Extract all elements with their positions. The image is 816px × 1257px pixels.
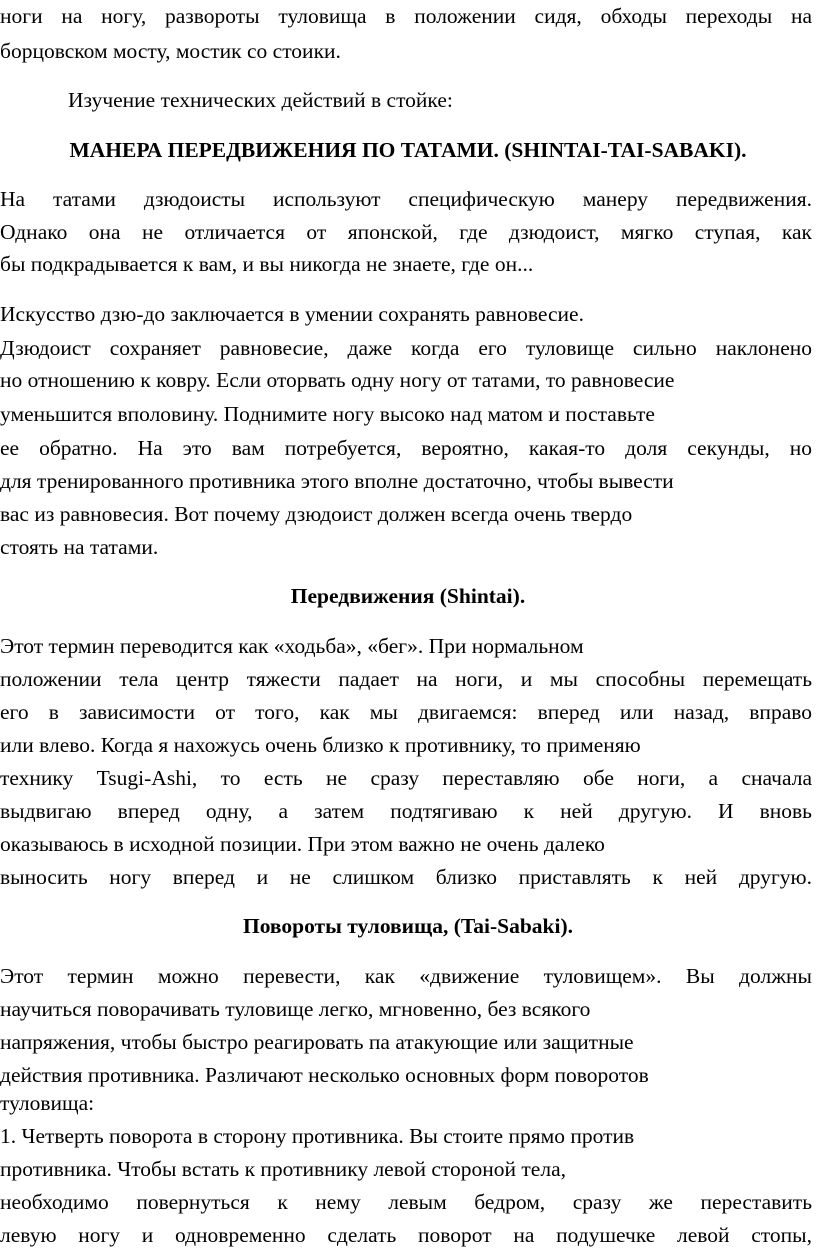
text-line: борцовском мосту, мостик со стоики. bbox=[0, 39, 341, 63]
text-line: Искусство дзю-до заключается в умении сохранять равновесие. bbox=[0, 302, 584, 326]
text-line: На татами дзюдоисты используют специфическую манеру передвижения. bbox=[0, 187, 812, 211]
section-heading-tai-sabaki: Повороты туловища, (Tai-Sabaki). bbox=[242, 914, 573, 938]
text-line: выносить ногу вперед и не слишком близко приставлять к ней другую. bbox=[0, 865, 812, 889]
text-line: необходимо повернуться к нему левым бедром, сразу же переставить bbox=[0, 1190, 812, 1214]
text-line: положении тела центр тяжести падает на ноги, и мы способны перемещать bbox=[0, 667, 812, 691]
section-intro: Изучение технических действий в стойке: bbox=[68, 88, 453, 112]
text-line: Этот термин переводится как «ходьба», «бег». При нормальном bbox=[0, 634, 584, 658]
text-line: стоять на татами. bbox=[0, 535, 159, 559]
text-line: для тренированного противника этого вполне достаточно, чтобы вывести bbox=[0, 469, 674, 493]
text-line: левую ногу и одновременно сделать поворот на подушечке левой стопы, bbox=[0, 1223, 812, 1247]
text-line: выдвигаю вперед одну, а затем подтягиваю к ней другую. И вновь bbox=[0, 799, 812, 823]
text-line: туловища: bbox=[0, 1091, 95, 1115]
list-item: 1. Четверть поворота в сторону противника. Вы стоите прямо против bbox=[0, 1124, 635, 1148]
text-line: противника. Чтобы встать к противнику левой стороной тела, bbox=[0, 1157, 566, 1181]
text-line: вас из равновесия. Вот почему дзюдоист должен всегда очень твердо bbox=[0, 502, 633, 526]
text-line: научиться поворачивать туловище легко, мгновенно, без всякого bbox=[0, 997, 591, 1021]
section-heading-shintai: Передвижения (Shintai). bbox=[290, 584, 526, 608]
text-line: ее обратно. На это вам потребуется, вероятно, какая-то доля секунды, но bbox=[0, 436, 812, 460]
text-line: его в зависимости от того, как мы двигаемся: вперед или назад, вправо bbox=[0, 700, 812, 724]
main-heading: МАНЕРА ПЕРЕДВИЖЕНИЯ ПО ТАТАМИ. (SHINTAI-TAI-SABAKI). bbox=[69, 138, 747, 162]
text-line: бы подкрадывается к вам, и вы никогда не знаете, где он... bbox=[0, 252, 534, 276]
text-line: действия противника. Различают несколько основных форм поворотов bbox=[0, 1063, 649, 1087]
text-line: Однако она не отличается от японской, где дзюдоист, мягко ступая, как bbox=[0, 220, 812, 244]
text-line: технику Tsugi-Ashi, то есть не сразу переставляю обе ноги, а сначала bbox=[0, 766, 812, 790]
text-line: но отношению к ковру. Если оторвать одну ногу от татами, то равновесие bbox=[0, 368, 675, 392]
text-line: уменьшится вполовину. Поднимите ногу высоко над матом и поставьте bbox=[0, 402, 655, 426]
text-line: Этот термин можно перевести, как «движение туловищем». Вы должны bbox=[0, 964, 812, 988]
text-line: Дзюдоист сохраняет равновесие, даже когда его туловище сильно наклонено bbox=[0, 336, 812, 360]
text-line: напряжения, чтобы быстро реагировать па атакующие или защитные bbox=[0, 1030, 634, 1054]
text-line: оказываюсь в исходной позиции. При этом важно не очень далеко bbox=[0, 832, 605, 856]
text-line: или влево. Когда я нахожусь очень близко к противнику, то применяю bbox=[0, 733, 641, 757]
text-line: ноги на ногу, развороты туловища в положении сидя, обходы переходы на bbox=[0, 4, 812, 28]
